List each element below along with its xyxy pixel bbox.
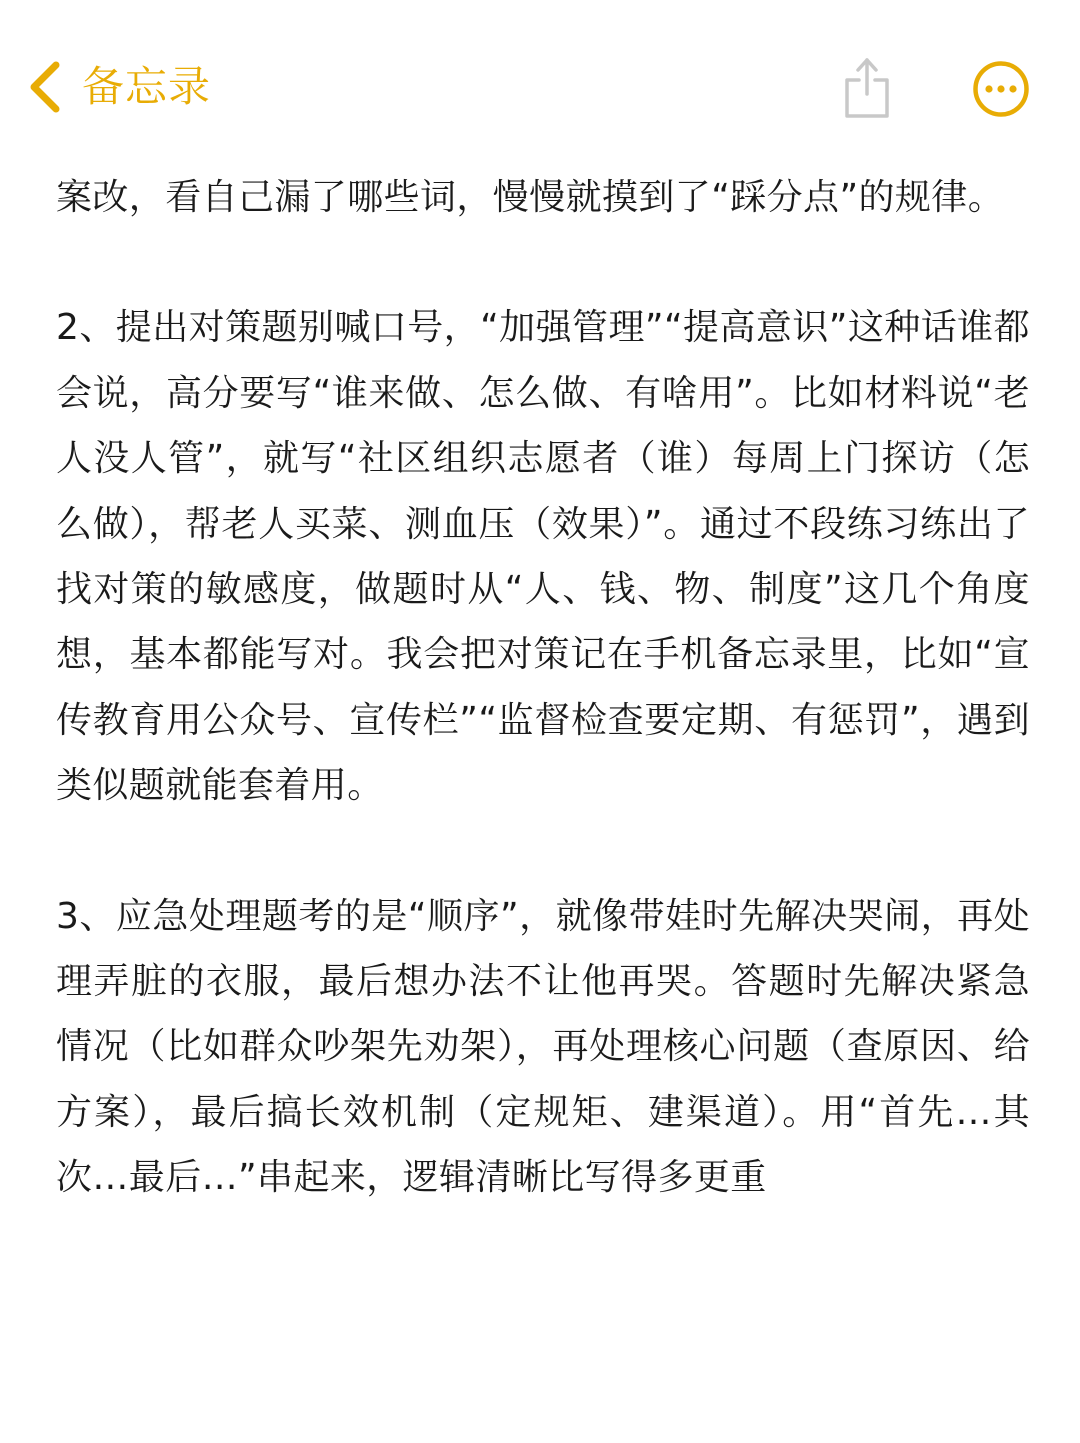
back-button[interactable] [24,54,211,120]
note-paragraph: 3、应急处理题考的是“顺序”，就像带娃时先解决哭闹，再处理弄脏的衣服，最后想办法不让他再哭。答题时先解决紧急情况（比如群众吵架先劝架），再处理核心问题（查原因、给方案），最后搞长效机制（定规矩、建渠道）。用“首先…其次…最后…”串起来，逻辑清晰比写得多更重 [56,895,1030,1199]
note-paragraph: 2、提出对策题别喊口号，“加强管理”“提高意识”这种话谁都会说，高分要写“谁来做、怎么做、有啥用”。比如材料说“老人没人管”，就写“社区组织志愿者（谁）每周上门探访（怎么做），帮老人买菜、测血压（效果）”。通过不段练习练出了找对策的敏感度，做题时从“人、钱、物、制度”这几个角度想，基本都能写对。我会把对策记在手机备忘录里，比如“宣传教育用公众号、宣传栏”“监督检查要定期、有惩罚”，遇到类似题就能套着用。 [56,307,1030,807]
note-body[interactable] [56,165,1030,1211]
share-icon[interactable] [840,54,894,120]
more-icon[interactable] [972,60,1030,118]
note-paragraph: 案改，看自己漏了哪些词，慢慢就摸到了“踩分点”的规律。 [56,177,1005,218]
back-label: 备忘录 [82,62,212,111]
navigation-bar [0,0,1080,160]
chevron-left-icon [24,59,68,115]
